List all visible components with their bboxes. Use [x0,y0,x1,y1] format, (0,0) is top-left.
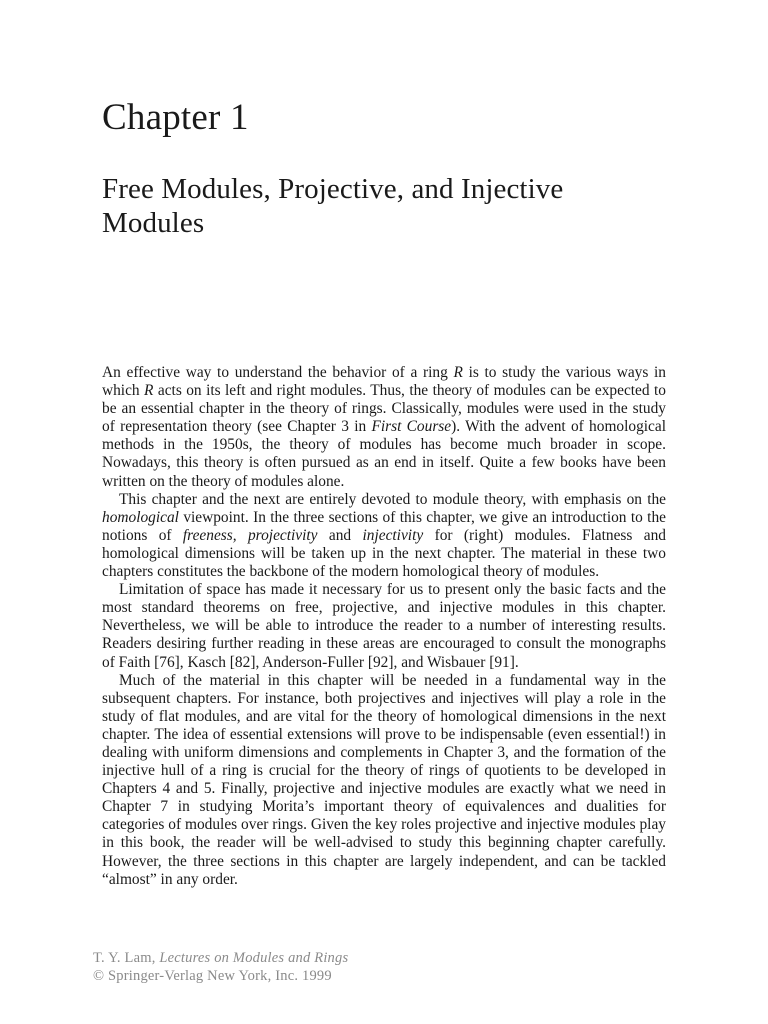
italic-text: injectivity [362,526,424,544]
text-segment: and [317,526,363,544]
text-segment: acts on its left and right modules. Thus, the theory of modules can be expected to be an essential chapter in the theory of rings. Classically, modules were used in the study of representation theory (see Chapter 3 in [102,382,666,436]
text-segment: Much of the material in this chapter will be needed in a fundamental way in the subsequent chapters. For instance, both projectives and injectives will play a role in the study of flat modules, and are vital for the theory of homological dimensions in the next chapter. The idea of essential extensions will prove to be indispensable (even essential!) in dealing with uniform dimensions and complements in Chapter 3, and the formation of the injective hull of a ring is crucial for the theory of rings of quotients to be developed in Chapters 4 and 5. Finally, projective and injective modules are exactly what we need in Chapter 7 in studying Morita’s important theory of equivalences and dualities for categories of modules over rings. Given the key roles projective and injective modules play in this book, the reader will be well-advised to study this beginning chapter carefully. However, the three sections in this chapter are largely independent, and can be tackled “almost” in any order. [102,671,666,888]
paragraph [102,581,666,671]
footer-copyright: © Springer-Verlag New York, Inc. 1999 [93,968,332,984]
chapter-title [102,172,702,240]
paragraph [102,491,666,581]
text-segment: An effective way to understand the behavior of a ring [102,364,454,381]
italic-text: R [453,364,463,381]
italic-text: First Course [371,418,452,436]
footer-citation [93,949,348,985]
text-segment: ). With the advent of homological methods in the 1950s, the theory of modules has become much broader in scope. Nowadays, this theory is often pursued as an end in itself. Quite a few books have been written on the theory of modules alone. [102,418,666,490]
footer-book-title: Lectures on Modules and Rings [159,950,349,966]
footer-author: T. Y. Lam, [93,950,160,966]
italic-text: freeness, projectivity [182,526,318,544]
italic-text: R [144,382,154,400]
text-segment: Limitation of space has made it necessary for us to present only the basic facts and the most standard theorems on free, projective, and injective modules in this chapter. Nevertheless, we will be able to introduce the reader to a number of interesting results. Readers desiring further reading in these areas are encouraged to consult the monographs of Faith [76], Kasch [82], Anderson-Fuller [92], and Wisbauer [91]. [102,581,666,671]
paragraph [102,364,666,491]
chapter-title-line-2: Modules [102,207,205,239]
footer-line-1 [93,949,348,967]
text-segment: viewpoint. In the three sections of this chapter, we give an introduction to the notions of [102,508,666,544]
text-segment: for (right) modules. Flatness and homological dimensions will be taken up in the next chapter. The material in these two chapters constitutes the backbone of the modern homological theory of modules. [102,526,667,581]
text-segment: This chapter and the next are entirely devoted to module theory, with emphasis on the [119,490,666,508]
paragraph [102,672,666,889]
chapter-intro-text [102,364,666,889]
italic-text: homological [102,508,179,526]
text-segment: is to study the various ways in which [102,364,666,400]
chapter-number: Chapter 1 [102,97,249,138]
chapter-title-line-1: Free Modules, Projective, and Injective [102,173,564,205]
